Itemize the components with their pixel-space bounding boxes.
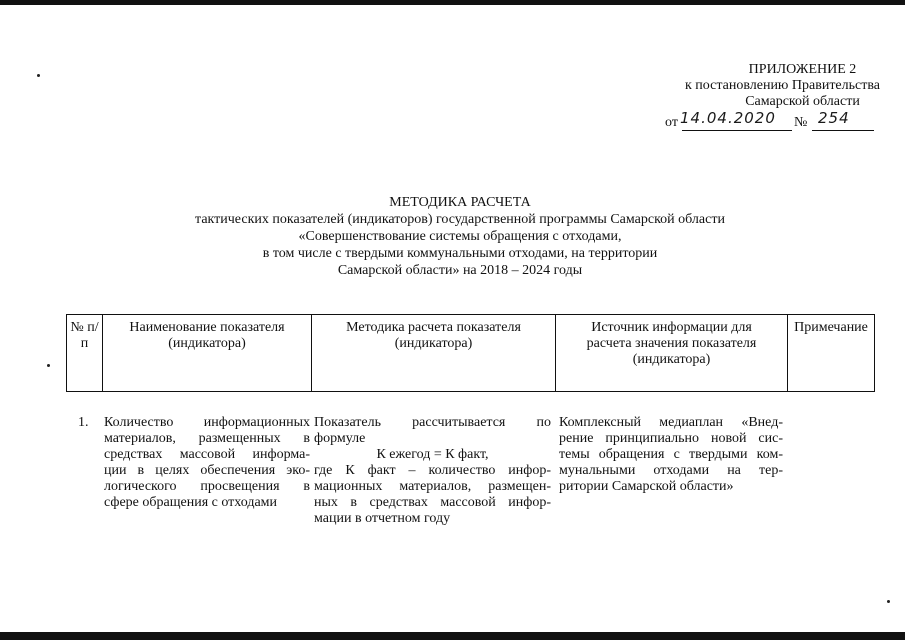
row-number: 1. (78, 415, 89, 430)
text-line: средствах массовой информа- (104, 447, 310, 462)
text-line: ции в целях обеспечения эко- (104, 463, 310, 478)
appendix-line-resolution: к постановлению Правительства (684, 78, 880, 93)
heading-line: тактических показателей (индикаторов) государственной программы Самарской области (195, 212, 725, 227)
appendix-title: ПРИЛОЖЕНИЕ 2 (748, 62, 857, 77)
header-method: Методика расчета показателя (индикатора) (312, 315, 556, 391)
heading-title: МЕТОДИКА РАСЧЕТА (389, 195, 531, 210)
handwritten-date: 14.04.2020 (680, 109, 776, 127)
heading-line: Самарской области» на 2018 – 2024 годы (337, 263, 583, 278)
appendix-block (630, 62, 880, 134)
header-note: Примечание (794, 320, 868, 335)
text-line: Показатель рассчитывается по (314, 415, 551, 430)
text-line: Комплексный медиаплан «Внед- (559, 415, 783, 430)
number-prefix: № (794, 115, 808, 130)
text-line: Количество информационных (104, 415, 310, 430)
row-method (314, 415, 551, 527)
appendix-date-number (630, 109, 880, 134)
text-line: сфере обращения с отходами (104, 495, 278, 510)
text-line: мунальными отходами на тер- (559, 463, 783, 478)
heading-line: «Совершенствование системы обращения с отходами, (298, 229, 622, 244)
scan-bottom-border (0, 632, 905, 640)
text-line: мации в отчетном году (314, 511, 451, 526)
text-line: рение принципиально новой сис- (559, 431, 783, 446)
appendix-line-region: Самарской области (745, 94, 860, 109)
number-underline (812, 130, 874, 131)
header-source: Источник информации для расчета значения показателя (индикатора) (556, 315, 788, 391)
text-line: мационных материалов, размещен- (314, 479, 551, 494)
text-line: формуле (314, 431, 366, 446)
scan-top-border (0, 0, 905, 5)
scan-speck (887, 600, 890, 603)
date-prefix: от (665, 115, 678, 130)
document-heading (130, 194, 790, 279)
header-indicator-name: Наименование показателя (индикатора) (103, 315, 312, 391)
date-underline (682, 130, 792, 131)
heading-line: в том числе с твердыми коммунальными отходами, на территории (262, 246, 658, 261)
formula: К ежегод = К факт, (376, 447, 489, 462)
text-line: материалов, размещенных в (104, 431, 310, 446)
text-line: ритории Самарской области» (559, 479, 734, 494)
scan-speck (47, 364, 50, 367)
text-line: ных в средствах массовой инфор- (314, 495, 551, 510)
text-line: логического просвещения в (104, 479, 310, 494)
row-source (559, 415, 783, 495)
text-line: темы обращения с твердыми ком- (559, 447, 783, 462)
table-header (66, 314, 875, 392)
text-line: где К факт – количество инфор- (314, 463, 551, 478)
row-indicator-name (104, 415, 310, 511)
scan-speck (37, 74, 40, 77)
header-number: № п/п (67, 315, 103, 391)
handwritten-number: 254 (818, 109, 850, 127)
